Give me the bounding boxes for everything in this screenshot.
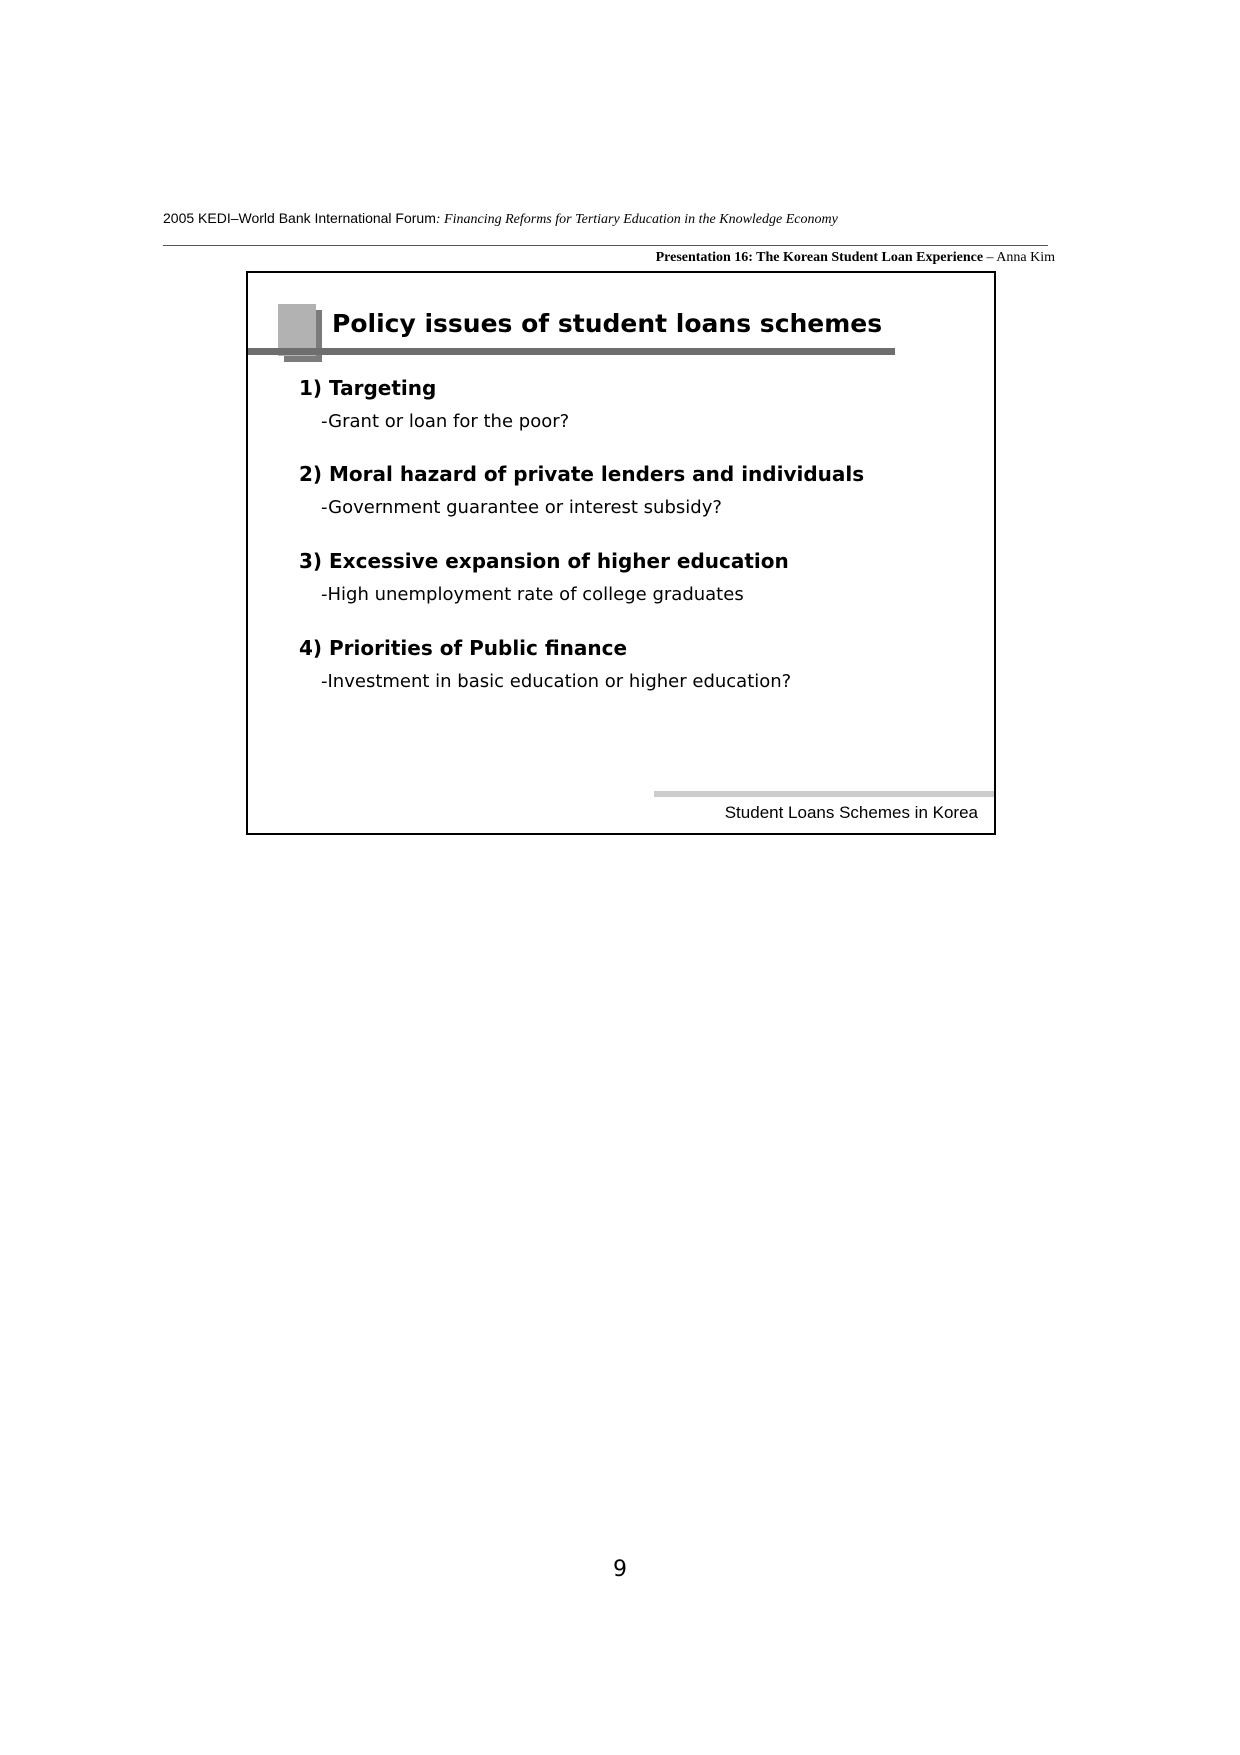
forum-name: 2005 KEDI–World Bank International Forum — [163, 210, 436, 226]
issue-detail: -Investment in basic education or higher education? — [321, 671, 792, 692]
issue-detail: -High unemployment rate of college graduates — [321, 584, 744, 605]
presentation-title: Presentation 16: The Korean Student Loan Experience — [655, 250, 984, 265]
presentation-author: – Anna Kim — [983, 250, 1055, 265]
issue-heading: 3) Excessive expansion of higher education — [299, 549, 789, 573]
slide-footer: Student Loans Schemes in Korea — [724, 803, 978, 822]
header-divider — [163, 245, 1048, 246]
forum-subtitle: : Financing Reforms for Tertiary Education in the Knowledge Economy — [435, 212, 838, 227]
forum-header — [163, 210, 838, 228]
issue-detail: -Grant or loan for the poor? — [321, 411, 570, 432]
issue-item — [299, 549, 789, 605]
page-number: 9 — [613, 1557, 627, 1582]
issue-item — [299, 636, 791, 692]
presentation-line — [656, 250, 1055, 266]
slide — [246, 271, 996, 835]
issue-heading: 4) Priorities of Public finance — [299, 636, 628, 660]
title-underline-bar — [248, 348, 895, 355]
issue-heading: 2) Moral hazard of private lenders and individuals — [299, 462, 865, 486]
issue-detail: -Government guarantee or interest subsidy? — [321, 497, 722, 518]
issue-item — [299, 376, 569, 432]
slide-title: Policy issues of student loans schemes — [332, 309, 883, 338]
issue-heading: 1) Targeting — [299, 376, 437, 400]
footer-bar — [654, 791, 994, 797]
issue-item — [299, 462, 864, 518]
